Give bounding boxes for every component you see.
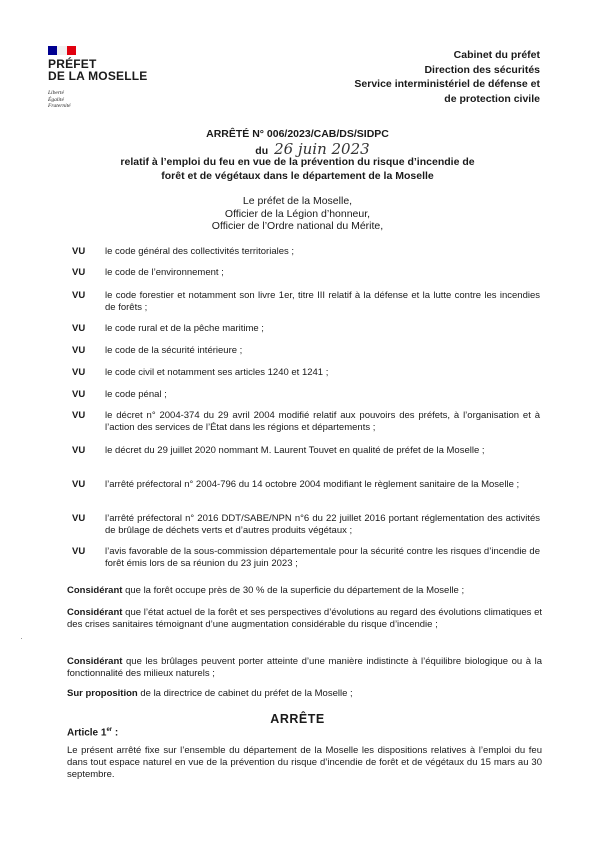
- motto-egalite: Égalité: [48, 96, 64, 103]
- logo-marianne: [48, 46, 76, 55]
- service-line: Service interministériel de défense et: [354, 78, 540, 90]
- vu-item: le code civil et notamment ses articles 1240 et 1241 ;: [105, 367, 329, 378]
- service-line: Cabinet du préfet: [453, 49, 540, 61]
- considerant-text: que les brûlages peuvent porter atteinte d’une manière indistincte à l’équilibre biologique ou à la fonctionnalité des milieux naturels ;: [67, 656, 542, 679]
- arrete-heading: ARRÊTE: [270, 712, 325, 726]
- prefecture-line-1: PRÉFET: [48, 57, 97, 71]
- vu-item: le code de la sécurité intérieure ;: [105, 345, 243, 356]
- considerant-text: que l’état actuel de la forêt et ses perspectives d’évolutions au regard des évolutions climatiques et des crises sanitaires témoignant d’une augmentation considérable du risque d’incendie ;: [67, 607, 542, 630]
- vu-label: VU: [72, 345, 86, 356]
- article-1-heading: [67, 727, 118, 738]
- article-1-text: Le présent arrêté fixe sur l’ensemble du département de la Moselle les dispositions relatives à l’emploi du feu dans tout espace naturel en vue de la prévention du risque d’incendie de forêt et de végétaux du 15 mars au 30 septembre.: [67, 745, 542, 780]
- vu-label: VU: [72, 323, 86, 334]
- considerant-lead: Considérant: [67, 656, 123, 667]
- considerant: [67, 656, 542, 680]
- handwritten-date: 26 juin 2023: [274, 140, 370, 158]
- article-colon: :: [112, 727, 119, 739]
- vu-item: le code de l’environnement ;: [105, 267, 224, 278]
- decree-subject: [0, 155, 595, 183]
- vu-item: le décret n° 2004-374 du 29 avril 2004 modifié relatif aux pouvoirs des préfets, à l’organisation et à l’action des services de l’État dans les régions et départements ;: [105, 410, 540, 433]
- subject-line: forêt et de végétaux dans le département de la Moselle: [161, 170, 434, 182]
- motto-liberte: Liberté: [48, 90, 64, 96]
- article-sup: er: [106, 727, 113, 733]
- vu-item: le code rural et de la pêche maritime ;: [105, 323, 264, 334]
- proposition-lead: Sur proposition: [67, 688, 138, 699]
- vu-label: VU: [72, 546, 86, 557]
- flag-blue-band: [48, 46, 57, 55]
- vu-label: VU: [72, 367, 86, 378]
- vu-item: l’arrêté préfectoral n° 2016 DDT/SABE/NPN n°6 du 22 juillet 2016 portant réglementation des activités de brûlage de déchets verts et d’autres produits végétaux ;: [105, 513, 540, 536]
- scan-mark: ·: [20, 633, 23, 643]
- vu-item: l’avis favorable de la sous-commission départementale pour la sécurité contre les risques d’incendie de forêt émis lors de sa réunion du 23 juin 2023 ;: [105, 546, 540, 569]
- flag-red-band: [67, 46, 76, 55]
- vu-label: VU: [72, 389, 86, 400]
- proposition-text: de la directrice de cabinet du préfet de la Moselle ;: [137, 688, 353, 699]
- vu-item: le code pénal ;: [105, 389, 167, 400]
- considerant-lead: Considérant: [67, 585, 123, 596]
- vu-item: l’arrêté préfectoral n° 2004-796 du 14 octobre 2004 modifiant le règlement sanitaire de la Moselle ;: [105, 479, 520, 490]
- prefet-titles: [0, 195, 595, 233]
- vu-label: VU: [72, 479, 86, 490]
- considerant-text: que la forêt occupe près de 30 % de la superficie du département de la Moselle ;: [122, 585, 465, 596]
- service-line: de protection civile: [444, 92, 540, 105]
- prefet-line: Officier de l’Ordre national du Mérite,: [211, 220, 384, 232]
- issuing-service: [354, 48, 540, 106]
- vu-item: le décret du 29 juillet 2020 nommant M. Laurent Touvet en qualité de préfet de la Moselle ;: [105, 445, 485, 456]
- prefecture-name: [48, 58, 148, 82]
- considerant-lead: Considérant: [67, 607, 123, 618]
- vu-label: VU: [72, 290, 86, 301]
- republic-motto: [48, 90, 71, 110]
- motto-fraternite: Fraternité: [48, 103, 71, 109]
- vu-label: VU: [72, 513, 86, 524]
- considerant: [67, 585, 542, 597]
- vu-label: VU: [72, 267, 86, 278]
- vu-label: VU: [72, 445, 86, 456]
- considerant: [67, 607, 542, 631]
- subject-line: relatif à l’emploi du feu en vue de la prévention du risque d’incendie de: [120, 156, 475, 168]
- service-line: Direction des sécurités: [424, 63, 540, 76]
- prefet-line: Officier de la Légion d’honneur,: [224, 207, 371, 220]
- prefecture-line-2: DE LA MOSELLE: [48, 69, 148, 83]
- du-label: du: [255, 145, 269, 157]
- prefet-line: Le préfet de la Moselle,: [242, 195, 353, 207]
- vu-label: VU: [72, 246, 86, 257]
- proposition: [67, 688, 542, 700]
- decree-reference: ARRÊTÉ N° 006/2023/CAB/DS/SIDPC: [206, 128, 389, 140]
- vu-item: le code forestier et notamment son livre 1er, titre III relatif à la défense et la lutte contre les incendies de forêts ;: [105, 290, 540, 313]
- article-label: Article 1: [67, 727, 107, 739]
- vu-item: le code général des collectivités territoriales ;: [105, 246, 295, 257]
- vu-label: VU: [72, 410, 86, 421]
- flag-white-band: [57, 46, 66, 55]
